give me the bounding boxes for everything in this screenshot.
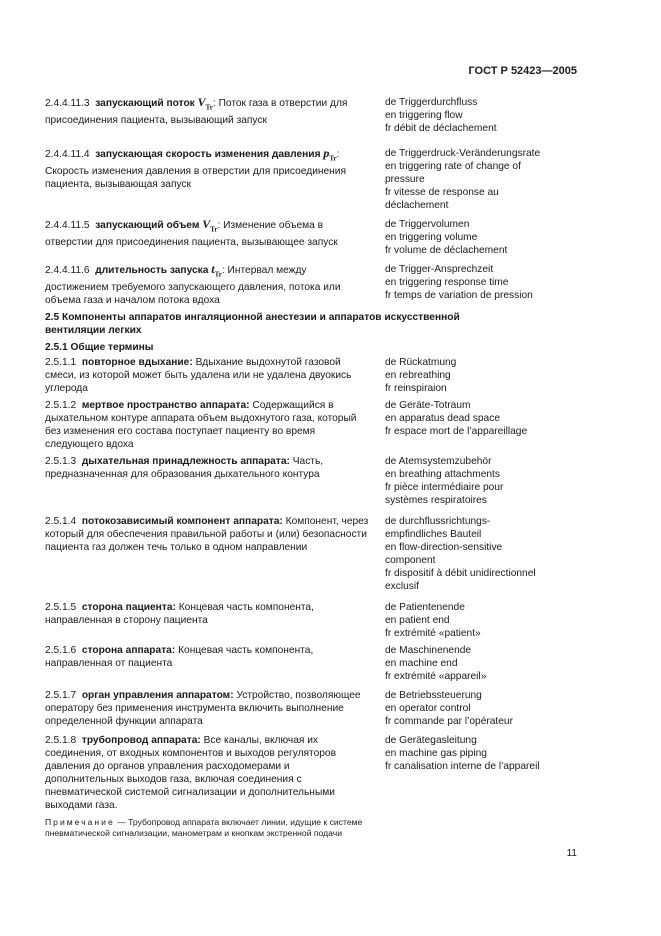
- term-entry: [45, 455, 585, 507]
- term-translations: de Geräte-Totraum en apparatus dead space fr espace mort de l’appareillage: [385, 400, 528, 438]
- document-id: ГОСТ Р 52423—2005: [468, 65, 577, 77]
- term-symbol: $V_{Tr}$: [197, 95, 213, 112]
- term-translations: de Triggerdruck-Veränderungsrate en triggering rate of change of pressure fr vitesse de response au déclachement: [385, 148, 541, 211]
- term-entry: [45, 601, 585, 640]
- term-definition: 2.4.4.11.6 длительность запуска $t_{Tr}$: Интервал между достижением требуемого запускающего давления, потока или объема газа и началом потока вдоха: [45, 262, 341, 307]
- term-name: повторное вдыхание:: [81, 357, 193, 369]
- term-translations: de durchflussrichtungs- empfindliches Bauteil en flow-direction-sensitive component fr dispositif à débit unidirectionnel exclusif: [385, 516, 536, 593]
- term-translations: de Betriebssteuerung en operator control fr commande par l’opérateur: [385, 690, 513, 728]
- term-name: дыхательная принадлежность аппарата:: [81, 456, 290, 468]
- subsection-heading: 2.5.1 Общие термины: [45, 342, 154, 354]
- term-entry: [45, 399, 585, 451]
- term-definition: 2.5.1.1 повторное вдыхание: Вдыхание выдохнутой газовой смеси, из которой может быть удалена или не удалена двуокись углерода: [45, 357, 352, 395]
- page-number: 11: [566, 848, 577, 859]
- term-name: запускающий объем: [95, 220, 200, 231]
- term-name: мертвое пространство аппарата:: [81, 400, 250, 412]
- term-entry: [45, 263, 585, 307]
- term-symbol: $t_{Tr}$: [211, 262, 222, 279]
- term-entry: [45, 96, 585, 135]
- term-translations: de Rückatmung en rebreathing fr reinspiraion: [385, 357, 457, 395]
- note: [45, 817, 375, 839]
- term-definition: 2.5.1.5 сторона пациента: Концевая часть компонента, направленная в сторону пациента: [45, 602, 314, 627]
- term-translations: de Triggervolumen en triggering volume fr volume de déclachement: [385, 219, 508, 256]
- note-text: — Трубопровод аппарата включает линии, идущие к системе пневматической сигнализации, манометрам и кнопкам экстренной подачи: [45, 817, 363, 839]
- terms-content: [45, 96, 585, 839]
- term-definition: 2.5.1.2 мертвое пространство аппарата: Содержащийся в дыхательном контуре аппарата объем выдохнутого газа, который без изменения его состава поступает пациенту во время следующего вдоха: [45, 400, 357, 451]
- term-translations: de Trigger-Ansprechzeit en triggering response time fr temps de variation de pression: [385, 264, 533, 301]
- term-definition: 2.4.4.11.3 запускающий поток $V_{Tr}$: Поток газа в отверстии для присоединения пациента, вызывающий запуск: [45, 95, 348, 127]
- term-entry: [45, 734, 585, 812]
- term-entry: [45, 515, 585, 593]
- term-definition: 2.5.1.3 дыхательная принадлежность аппарата: Часть, предназначенная для образования дыхательного контура: [45, 456, 324, 481]
- term-name: запускающая скорость изменения давления: [95, 149, 321, 160]
- term-translations: de Gerätegasleitung en machine gas piping fr canalisation interne de l’appareil: [385, 735, 540, 773]
- term-translations: de Patientenende en patient end fr extrémité «patient»: [385, 602, 481, 640]
- term-definition: 2.5.1.8 трубопровод аппарата: Все каналы, включая их соединения, от входных компонентов и выходов регуляторов давления до органов управления расходомерами и дополнительных выходов газа, включая соединения с пневматической системой сигнализации и дополнительными выходами газа.: [45, 735, 336, 812]
- term-symbol: $V_{Tr}$: [202, 217, 218, 234]
- term-entry: [45, 689, 585, 728]
- term-definition: 2.5.1.4 потокозависимый компонент аппарата: Компонент, через который для обеспечения правильной работы и (или) безопасности пациента газ должен течь только в одном направлении: [45, 516, 369, 554]
- term-definition: 2.5.1.7 орган управления аппаратом: Устройство, позволяющее оператору без применения инструмента включить выполнение определенной функции аппарата: [45, 690, 361, 728]
- term-entry: [45, 356, 585, 395]
- term-definition: 2.4.4.11.4 запускающая скорость изменения давления $p_{Tr}$: Скорость изменения давления в отверстии для присоединения пациента, вызывающая запуск: [45, 146, 347, 191]
- term-definition: 2.5.1.6 сторона аппарата: Концевая часть компонента, направленная от пациента: [45, 645, 314, 670]
- term-name: орган управления аппаратом:: [81, 690, 234, 702]
- term-name: потокозависимый компонент аппарата:: [81, 516, 283, 528]
- term-translations: de Maschinenende en machine end fr extrémité «appareil»: [385, 645, 487, 683]
- term-translations: de Atemsystemzubehör en breathing attachments fr pièce intermédiaire pour systèmes respiratoires: [385, 456, 504, 507]
- note-label: Примечание: [45, 817, 115, 828]
- term-entry: [45, 644, 585, 683]
- term-name: трубопровод аппарата:: [81, 735, 201, 747]
- term-name: запускающий поток: [95, 98, 195, 109]
- term-name: сторона аппарата:: [81, 645, 176, 657]
- term-name: сторона пациента:: [81, 602, 176, 614]
- section-heading: 2.5 Компоненты аппаратов ингаляционной анестезии и аппаратов искусственной вентиляции легких: [45, 312, 460, 337]
- term-symbol: $p_{Tr}$: [323, 146, 337, 163]
- term-translations: de Triggerdurchfluss en triggering flow fr débit de déclachement: [385, 97, 497, 134]
- term-name: длительность запуска: [95, 265, 209, 276]
- term-entry: [45, 147, 585, 212]
- term-entry: [45, 218, 585, 257]
- term-definition: 2.4.4.11.5 запускающий объем $V_{Tr}$: Изменение объема в отверстии для присоединения пациента, вызывающее запуск: [45, 217, 338, 249]
